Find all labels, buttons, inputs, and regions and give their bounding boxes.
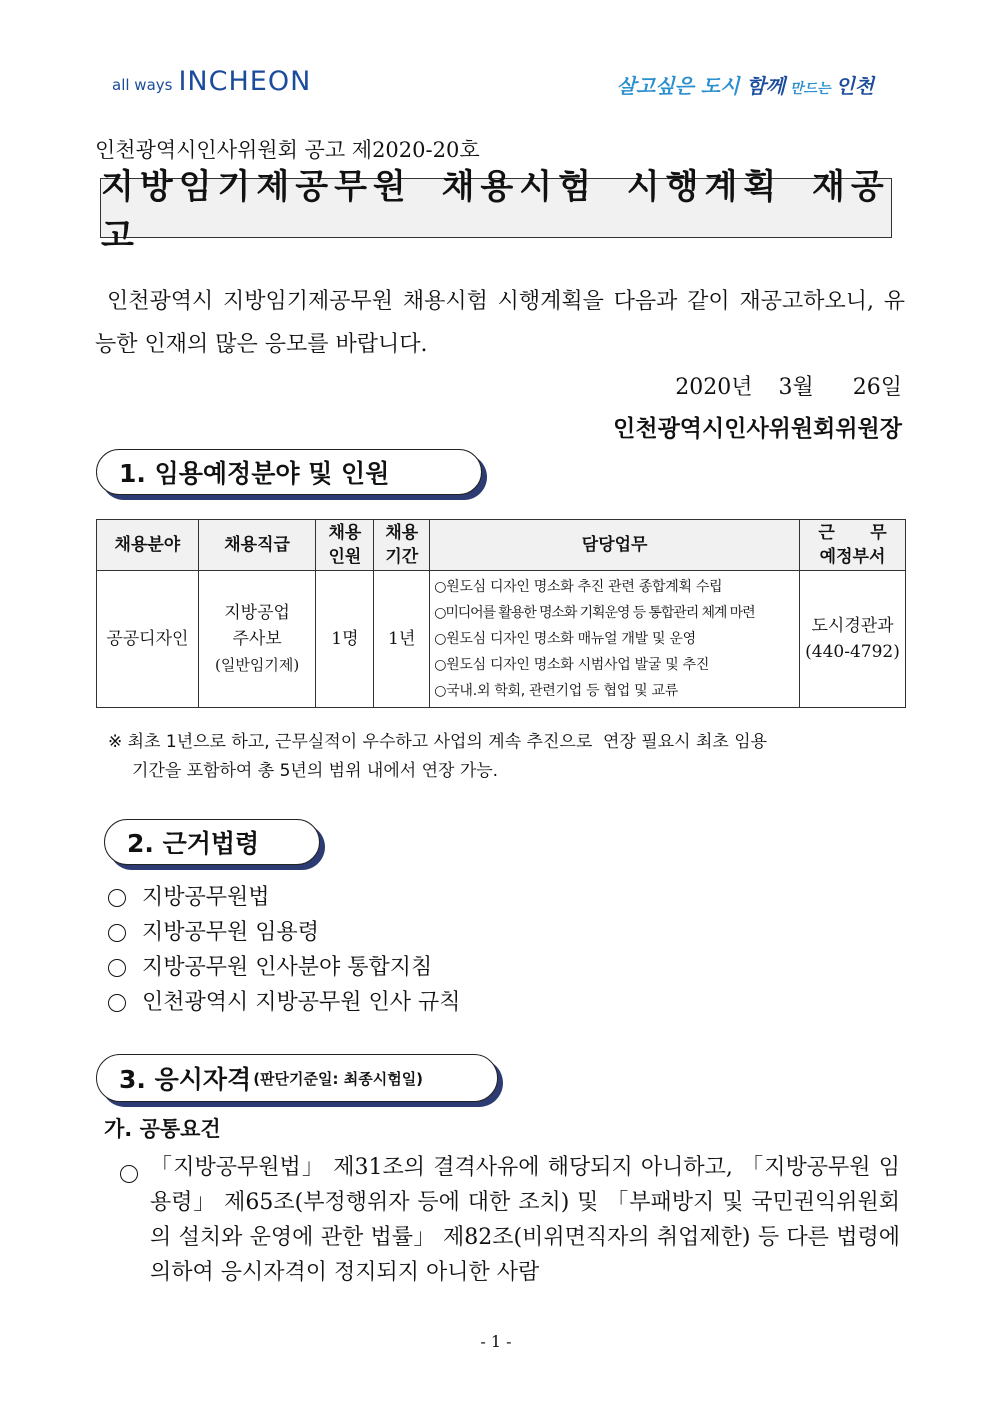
cell-count: 1명 — [316, 571, 374, 708]
circle-bullet-icon — [108, 994, 126, 1012]
list-item: 인천광역시 지방공무원 인사 규칙 — [108, 985, 461, 1020]
duty-item: ○국내․외 학회, 관련기업 등 협업 및 교류 — [434, 683, 678, 699]
table-row — [97, 571, 906, 708]
header-grade: 채용직급 — [198, 520, 316, 571]
circle-bullet-icon — [120, 1165, 138, 1183]
duty-item: ○원도심 디자인 명소화 추진 관련 종합계획 수립 — [434, 579, 723, 595]
cell-dept: 도시경관과 (440-4792) — [800, 571, 906, 708]
duty-item: ○미디어를 활용한 명소화 기획운영 등 통합관리 체계 마련 — [434, 605, 755, 621]
header-dept: 근 무 예정부서 — [800, 520, 906, 571]
notice-number: 인천광역시인사위원회 공고 제2020-20호 — [95, 138, 480, 162]
cell-grade: 지방공업 주사보 (일반임기제) — [198, 571, 316, 708]
duty-item: ○원도심 디자인 명소화 매뉴얼 개발 및 운영 — [434, 631, 696, 647]
duty-item: ○원도심 디자인 명소화 시범사업 발굴 및 추진 — [434, 657, 710, 673]
list-item: 지방공무원법 — [108, 880, 461, 915]
cell-duties — [430, 571, 800, 708]
incheon-logo — [112, 66, 311, 97]
header-count: 채용 인원 — [316, 520, 374, 571]
list-item: 지방공무원 인사분야 통합지침 — [108, 950, 461, 985]
section-1-heading: 1. 임용예정분야 및 인원 — [96, 449, 482, 495]
recruitment-table — [96, 519, 906, 708]
section-2-heading: 2. 근거법령 — [104, 819, 320, 865]
circle-bullet-icon — [108, 924, 126, 942]
document-title: 지방임기제공무원 채용시험 시행계획 재공고 — [101, 167, 890, 256]
subsection-common-requirements: 가. 공통요건 — [104, 1117, 221, 1141]
signer: 인천광역시인사위원회위원장 — [613, 416, 902, 442]
page-number: - 1 - — [480, 1332, 512, 1351]
notice-date: 2020년 3월 26일 — [675, 375, 902, 400]
table-header-row — [97, 520, 906, 571]
cell-field: 공공디자인 — [97, 571, 199, 708]
header-duties: 담당업무 — [430, 520, 800, 571]
cell-period: 1년 — [374, 571, 430, 708]
table-footnote: ※ 최초 1년으로 하고, 근무실적이 우수하고 사업의 계속 추진으로 연장 필요시 최초 임용 기간을 포함하여 총 5년의 범위 내에서 연장 가능. — [108, 732, 768, 781]
circle-bullet-icon — [108, 889, 126, 907]
logo-tagline: all ways — [112, 76, 173, 94]
law-list — [108, 880, 461, 1020]
header-field: 채용분야 — [97, 520, 199, 571]
requirement-paragraph: 「지방공무원법」 제31조의 결격사유에 해당되지 아니하고, 「지방공무원 임용령」 제65조(부정행위자 등에 대한 조치) 및 「부패방지 및 국민권익위원회의 설치와 운영에 관한 법률」 제82조(비위면직자의 취업제한) 등 다른 법령에 의하여 응시자격이 정지되지 아니한 사람 — [120, 1150, 900, 1290]
list-item: 지방공무원 임용령 — [108, 915, 461, 950]
document-title-box — [100, 167, 892, 256]
intro-paragraph: 인천광역시 지방임기제공무원 채용시험 시행계획을 다음과 같이 재공고하오니, 유능한 인재의 많은 응모를 바랍니다. — [95, 289, 905, 357]
logo-wordmark: INCHEON — [178, 66, 312, 97]
slogan-logo: 살고싶은 도시 함께 만드는 인천 — [616, 74, 874, 98]
header-period: 채용 기간 — [374, 520, 430, 571]
section-3-heading: 3. 응시자격 (판단기준일: 최종시험일) — [96, 1054, 498, 1102]
circle-bullet-icon — [108, 959, 126, 977]
